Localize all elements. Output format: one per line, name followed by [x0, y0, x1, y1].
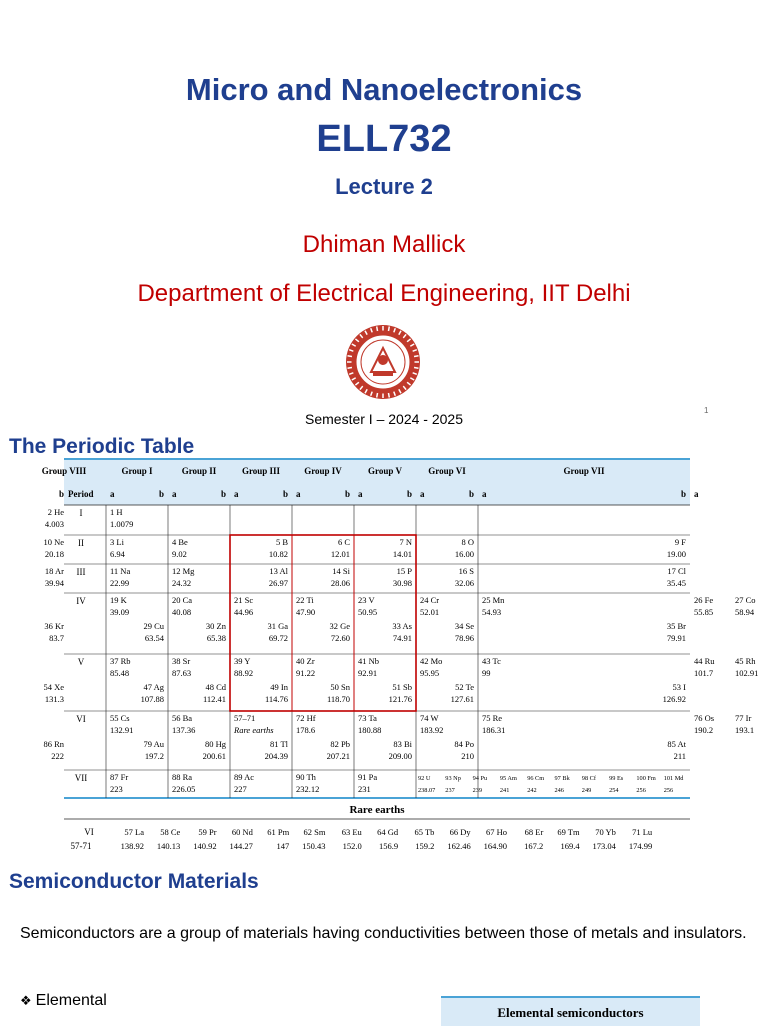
- title-course-code: ELL732: [316, 118, 452, 160]
- rare-earth-weight: 174.99: [628, 841, 653, 851]
- actinide-weight: 241: [499, 787, 510, 794]
- element-symbol: 80 Hg: [204, 739, 226, 749]
- actinide-weight: 249: [581, 787, 592, 794]
- rare-earth-weight: 173.04: [592, 841, 616, 851]
- element-weight: 178.6: [296, 725, 316, 735]
- element-weight: 6.94: [110, 549, 125, 559]
- element-weight: 180.88: [358, 725, 382, 735]
- element-symbol: 11 Na: [110, 566, 131, 576]
- element-weight: 83.7: [49, 633, 64, 643]
- element-symbol: 34 Se: [454, 621, 474, 631]
- element-symbol: 88 Ra: [172, 772, 193, 782]
- group-header: Group II: [181, 466, 217, 476]
- semiconductor-heading: Semiconductor Materials: [9, 870, 259, 893]
- element-weight: 20.18: [44, 549, 64, 559]
- element-weight: 91.22: [296, 668, 316, 678]
- element-symbol: 25 Mn: [482, 595, 505, 605]
- element-weight: 54.93: [482, 607, 502, 617]
- element-symbol: 20 Ca: [172, 595, 193, 605]
- group-header: Group III: [241, 466, 281, 476]
- bullet-elemental-text: Elemental: [35, 992, 107, 1009]
- element-symbol: 10 Ne: [43, 537, 64, 547]
- element-weight: 39.09: [110, 607, 130, 617]
- period-label: III: [76, 567, 86, 577]
- rare-earth-weight: 164.90: [483, 841, 507, 851]
- rare-earth-weight: 140.13: [156, 841, 181, 851]
- rare-earth-symbol: 57 La: [124, 827, 144, 837]
- rare-earth-symbol: 62 Sm: [303, 827, 326, 837]
- periodic-table: [41, 458, 759, 856]
- rare-earths-title: Rare earths: [349, 804, 405, 816]
- rare-earth-symbol: 67 Ho: [485, 827, 507, 837]
- element-weight: 50.95: [358, 607, 378, 617]
- rare-earth-symbol: 61 Pm: [267, 827, 290, 837]
- element-weight: 30.98: [392, 578, 412, 588]
- element-weight: 107.88: [140, 694, 164, 704]
- element-weight: 39.94: [44, 578, 64, 588]
- element-weight: 102.91: [735, 668, 759, 678]
- period-label: VI: [76, 714, 86, 724]
- element-symbol: 21 Sc: [234, 595, 254, 605]
- element-weight: 28.06: [330, 578, 350, 588]
- element-symbol: 15 P: [396, 566, 412, 576]
- actinide-symbol: 101 Md: [663, 775, 684, 782]
- rare-earth-weight: 150.43: [302, 841, 326, 851]
- element-symbol: 14 Si: [332, 566, 350, 576]
- rare-earth-symbol: 58 Ce: [160, 827, 181, 837]
- element-weight: 65.38: [206, 633, 226, 643]
- element-weight: 52.01: [420, 607, 440, 617]
- element-symbol: 33 As: [392, 621, 412, 631]
- actinide-symbol: 97 Bk: [554, 775, 570, 782]
- actinide-weight: 256: [636, 787, 646, 794]
- author-name: Dhiman Mallick: [302, 231, 466, 258]
- element-weight: 74.91: [392, 633, 412, 643]
- element-symbol: 47 Ag: [143, 682, 164, 692]
- element-symbol: 44 Ru: [694, 656, 715, 666]
- element-weight: 26.97: [268, 578, 288, 588]
- element-symbol: 39 Y: [234, 656, 251, 666]
- element-symbol: 75 Re: [482, 713, 503, 723]
- element-weight: Rare earths: [234, 725, 274, 735]
- element-weight: 12.01: [330, 549, 350, 559]
- element-symbol: 1 H: [110, 507, 123, 517]
- rare-earth-weight: 152.0: [342, 841, 362, 851]
- element-weight: 35.45: [666, 578, 686, 588]
- element-weight: 223: [110, 784, 123, 794]
- element-symbol: 56 Ba: [172, 713, 193, 723]
- element-symbol: 8 O: [461, 537, 474, 547]
- element-weight: 190.2: [694, 725, 714, 735]
- rare-earth-symbol: 63 Eu: [341, 827, 362, 837]
- element-weight: 193.1: [735, 725, 755, 735]
- element-weight: 232.12: [296, 784, 320, 794]
- element-symbol: 42 Mo: [420, 656, 443, 666]
- subgroup-b-label: b: [282, 489, 288, 499]
- element-symbol: 83 Bi: [393, 739, 412, 749]
- rare-earth-weight: 138.92: [120, 841, 144, 851]
- rare-earth-symbol: 60 Nd: [231, 827, 253, 837]
- slide-number: 1: [704, 406, 709, 415]
- semester-label: Semester I – 2024 - 2025: [305, 411, 463, 427]
- group-header: Group IV: [304, 466, 342, 476]
- element-symbol: 41 Nb: [358, 656, 380, 666]
- subgroup-a-label: a: [482, 489, 487, 499]
- group-header: Group VIII: [41, 466, 87, 476]
- element-symbol: 35 Br: [666, 621, 686, 631]
- subgroup-a-label: a: [110, 489, 115, 499]
- element-symbol: 13 Al: [269, 566, 288, 576]
- element-symbol: 57–71: [234, 713, 256, 723]
- actinide-weight: 239: [472, 787, 483, 794]
- elemental-semiconductors-title: Elemental semiconductors: [497, 1005, 644, 1020]
- element-weight: 114.76: [264, 694, 288, 704]
- element-symbol: 30 Zn: [205, 621, 226, 631]
- element-symbol: 51 Sb: [392, 682, 412, 692]
- element-weight: 204.39: [264, 751, 288, 761]
- rare-earths-range: 57-71: [70, 841, 92, 851]
- period-label: V: [77, 657, 85, 667]
- element-weight: 16.00: [454, 549, 474, 559]
- actinide-weight: 237: [445, 787, 455, 794]
- element-weight: 85.48: [110, 668, 130, 678]
- element-weight: 92.91: [358, 668, 378, 678]
- element-symbol: 73 Ta: [358, 713, 377, 723]
- iit-delhi-logo-icon: [336, 322, 430, 402]
- rare-earth-weight: 167.2: [524, 841, 544, 851]
- period-label: IV: [76, 596, 86, 606]
- rare-earth-symbol: 69 Tm: [557, 827, 580, 837]
- actinide-weight: 246: [554, 787, 564, 794]
- rare-earth-weight: 147: [276, 841, 290, 851]
- element-symbol: 53 I: [672, 682, 686, 692]
- subgroup-b-label: b: [220, 489, 226, 499]
- rare-earth-symbol: 64 Gd: [377, 827, 399, 837]
- element-symbol: 38 Sr: [172, 656, 191, 666]
- department-name: Department of Electrical Engineering, IIT Delhi: [137, 280, 631, 307]
- actinide-weight: 256: [663, 787, 674, 794]
- element-weight: 121.76: [388, 694, 412, 704]
- actinide-symbol: 98 Cf: [581, 775, 596, 782]
- element-weight: 222: [51, 751, 64, 761]
- element-symbol: 3 Li: [110, 537, 124, 547]
- element-weight: 58.94: [735, 607, 755, 617]
- actinide-symbol: 93 Np: [445, 775, 461, 782]
- element-symbol: 24 Cr: [420, 595, 440, 605]
- element-symbol: 86 Rn: [43, 739, 64, 749]
- rare-earth-symbol: 71 Lu: [632, 827, 653, 837]
- subgroup-a-label: a: [694, 489, 699, 499]
- element-weight: 207.21: [326, 751, 350, 761]
- element-weight: 22.99: [110, 578, 130, 588]
- element-symbol: 26 Fe: [694, 595, 714, 605]
- period-label: I: [79, 508, 83, 518]
- element-symbol: 16 S: [458, 566, 474, 576]
- title-course: Micro and Nanoelectronics: [185, 72, 583, 107]
- semiconductor-intro: Semiconductors are a group of materials having conductivities between those of metals and insulators.: [20, 925, 747, 942]
- element-weight: 4.003: [44, 519, 64, 529]
- element-weight: 10.82: [268, 549, 288, 559]
- element-weight: 55.85: [694, 607, 714, 617]
- bullet-elemental: [20, 992, 107, 1010]
- subgroup-a-label: a: [420, 489, 425, 499]
- element-symbol: 29 Cu: [143, 621, 164, 631]
- element-symbol: 5 B: [275, 537, 288, 547]
- group-header: Group VII: [563, 466, 605, 476]
- element-weight: 69.72: [268, 633, 288, 643]
- element-symbol: 77 Ir: [735, 713, 752, 723]
- periodic-table-heading: The Periodic Table: [9, 435, 195, 458]
- rare-earth-weight: 156.9: [378, 841, 399, 851]
- element-weight: 112.41: [202, 694, 226, 704]
- element-weight: 209.00: [388, 751, 412, 761]
- element-symbol: 76 Os: [694, 713, 715, 723]
- title-lecture: Lecture 2: [335, 174, 433, 199]
- element-symbol: 81 Tl: [269, 739, 288, 749]
- element-symbol: 84 Po: [454, 739, 474, 749]
- subgroup-b-label: b: [158, 489, 164, 499]
- element-symbol: 7 N: [399, 537, 412, 547]
- subgroup-b-label: b: [468, 489, 474, 499]
- group-header: Group VI: [428, 466, 466, 476]
- element-symbol: 89 Ac: [234, 772, 255, 782]
- actinide-weight: 238.07: [418, 787, 436, 794]
- subgroup-b-label: b: [406, 489, 412, 499]
- rare-earth-weight: 159.2: [415, 841, 435, 851]
- element-weight: 9.02: [172, 549, 187, 559]
- subgroup-a-label: a: [172, 489, 177, 499]
- subgroup-a-label: a: [358, 489, 363, 499]
- element-symbol: 31 Ga: [267, 621, 288, 631]
- element-symbol: 18 Ar: [44, 566, 64, 576]
- period-label: II: [78, 538, 84, 548]
- element-symbol: 82 Pb: [330, 739, 350, 749]
- rare-earth-symbol: 66 Dy: [449, 827, 471, 837]
- element-symbol: 27 Co: [735, 595, 756, 605]
- rare-earth-weight: 144.27: [229, 841, 253, 851]
- rare-earth-symbol: 68 Er: [524, 827, 544, 837]
- element-symbol: 49 In: [270, 682, 288, 692]
- actinide-symbol: 92 U: [418, 775, 431, 782]
- element-weight: 95.95: [420, 668, 440, 678]
- elemental-semiconductors-table: [441, 996, 700, 1026]
- element-symbol: 37 Rb: [110, 656, 131, 666]
- element-weight: 47.90: [296, 607, 316, 617]
- element-weight: 19.00: [666, 549, 686, 559]
- rare-earth-symbol: 59 Pr: [198, 827, 217, 837]
- element-symbol: 90 Th: [296, 772, 316, 782]
- element-weight: 1.0079: [110, 519, 134, 529]
- element-symbol: 55 Cs: [110, 713, 130, 723]
- element-weight: 63.54: [144, 633, 164, 643]
- subgroup-b-label: b: [344, 489, 350, 499]
- subgroup-b-label: b: [58, 489, 64, 499]
- element-symbol: 43 Tc: [482, 656, 501, 666]
- element-weight: 40.08: [172, 607, 192, 617]
- element-symbol: 4 Be: [172, 537, 188, 547]
- element-weight: 183.92: [420, 725, 444, 735]
- period-header: Period: [68, 489, 94, 499]
- element-symbol: 9 F: [674, 537, 686, 547]
- element-weight: 132.91: [110, 725, 134, 735]
- element-weight: 227: [234, 784, 247, 794]
- element-weight: 78.96: [454, 633, 474, 643]
- rare-earth-symbol: 65 Tb: [414, 827, 435, 837]
- element-symbol: 40 Zr: [296, 656, 315, 666]
- element-symbol: 12 Mg: [172, 566, 195, 576]
- element-symbol: 79 Au: [143, 739, 164, 749]
- element-symbol: 17 Cl: [667, 566, 686, 576]
- subgroup-b-label: b: [680, 489, 686, 499]
- element-weight: 72.60: [330, 633, 350, 643]
- element-weight: 101.7: [694, 668, 714, 678]
- element-symbol: 74 W: [420, 713, 439, 723]
- actinide-weight: 254: [609, 787, 619, 794]
- element-symbol: 19 K: [110, 595, 127, 605]
- element-weight: 118.70: [326, 694, 350, 704]
- rare-earth-weight: 162.46: [447, 841, 471, 851]
- element-symbol: 45 Rh: [735, 656, 756, 666]
- actinide-symbol: 99 Es: [609, 775, 624, 782]
- actinide-symbol: 95 Am: [499, 775, 517, 782]
- element-weight: 24.32: [172, 578, 192, 588]
- element-weight: 186.31: [482, 725, 506, 735]
- element-symbol: 52 Te: [455, 682, 474, 692]
- actinide-symbol: 94 Pu: [472, 775, 488, 782]
- element-symbol: 36 Kr: [44, 621, 64, 631]
- actinide-weight: 242: [527, 787, 537, 794]
- element-symbol: 32 Ge: [329, 621, 350, 631]
- element-weight: 32.06: [454, 578, 474, 588]
- element-symbol: 2 He: [47, 507, 64, 517]
- element-weight: 231: [358, 784, 371, 794]
- actinide-symbol: 96 Cm: [527, 775, 545, 782]
- group-header: Group V: [368, 466, 402, 476]
- element-weight: 137.36: [172, 725, 196, 735]
- diamond-bullet-icon: ❖: [20, 993, 32, 1008]
- element-symbol: 85 At: [667, 739, 686, 749]
- element-symbol: 23 V: [358, 595, 375, 605]
- subgroup-a-label: a: [296, 489, 301, 499]
- group-header: Group I: [121, 466, 153, 476]
- element-weight: 79.91: [666, 633, 686, 643]
- rare-earths-period: VI: [84, 827, 94, 837]
- semiconductor-highlight-box: [230, 535, 416, 711]
- element-symbol: 91 Pa: [358, 772, 378, 782]
- element-symbol: 22 Ti: [296, 595, 314, 605]
- element-weight: 211: [673, 751, 686, 761]
- element-weight: 127.61: [450, 694, 474, 704]
- rare-earth-weight: 140.92: [193, 841, 217, 851]
- element-weight: 88.92: [234, 668, 254, 678]
- actinide-symbol: 100 Fm: [636, 775, 656, 782]
- element-weight: 131.3: [44, 694, 64, 704]
- rare-earth-symbol: 70 Yb: [595, 827, 616, 837]
- element-weight: 87.63: [172, 668, 192, 678]
- rare-earth-weight: 169.4: [560, 841, 580, 851]
- element-weight: 99: [482, 668, 491, 678]
- element-symbol: 87 Fr: [110, 772, 129, 782]
- element-weight: 197.2: [144, 751, 164, 761]
- element-weight: 14.01: [392, 549, 412, 559]
- subgroup-a-label: a: [234, 489, 239, 499]
- element-weight: 44.96: [234, 607, 254, 617]
- element-symbol: 72 Hf: [296, 713, 316, 723]
- element-weight: 200.61: [202, 751, 226, 761]
- element-symbol: 50 Sn: [330, 682, 350, 692]
- element-symbol: 48 Cd: [205, 682, 226, 692]
- element-weight: 210: [461, 751, 474, 761]
- element-symbol: 6 C: [337, 537, 350, 547]
- element-symbol: 54 Xe: [43, 682, 64, 692]
- period-label: VII: [74, 773, 88, 783]
- element-weight: 126.92: [662, 694, 686, 704]
- element-weight: 226.05: [172, 784, 196, 794]
